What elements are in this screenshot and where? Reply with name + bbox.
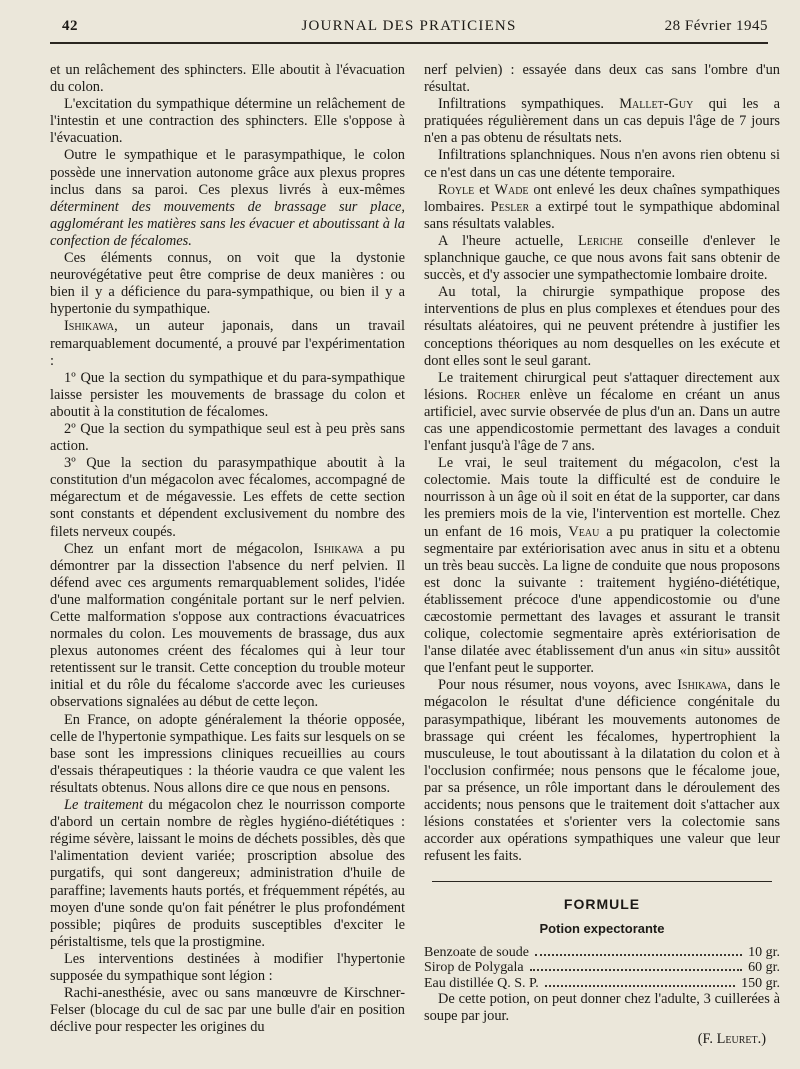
author-name: Ishikawa [64, 318, 115, 335]
dot-leader [535, 954, 742, 956]
ingredient-quantity: 10 gr. [748, 944, 780, 960]
paragraph: A l'heure actuelle, Leriche conseille d'enlever le splanchnique gauche, ce que nous avons fait sans obtenir de succès, et d'y associer une sympathectomie lombaire droite. [424, 232, 780, 284]
paragraph: Ces éléments connus, on voit que la dystonie neurovégétative peut être comprise de deux manières : ou bien il y a déficience du para-sympathique, ou bien il y a hypertonie du sympathique. [50, 250, 405, 318]
paragraph: Le vrai, le seul traitement du mégacolon, c'est la colectomie. Mais toute la difficulté est de conduire le nourrisson à un âge où il soit en état de la supporter, car dans les premiers mois de la vie, l'intervention est mortelle. Chez un enfant de 16 mois, Veau a pu pratiquer la colectomie segmentaire par extériorisation avec anus in situ et a obtenu un très beau succès. La ligne de conduite que nous proposons est donc la suivante : traitement hygiéno-diététique, établissement précoce d'une appendicostomie ou d'une cæcostomie permettant des lavages et assurant le transit colique, colectomie segmentaire après extériorisation de l'anse dilatée avec établissement d'un anus «in situ» aussitôt que l'enfant peut le supporter. [424, 455, 780, 677]
ingredient-name: Sirop de Polygala [424, 960, 524, 976]
ingredient-quantity: 150 gr. [741, 975, 780, 991]
emphasis-text: Le traitement [64, 797, 143, 814]
paragraph: Pour nous résumer, nous voyons, avec Ishikawa, dans le mégacolon le résultat d'une déficience congénitale du parasympathique, libérant les mouvements autonomes de brassage qui créent les fécalomes, hypertrophient la musculeuse, le tout aboutissant à la dilatation du colon et à l'occlusion confirmée; nous pensons que le fécalome joue, par sa présence, un rôle important dans le déroulement des accidents; nous pensons que le traitement doit s'attacher aux lésions constatées et s'orienter vers la colectomie sans accorder aux opérations sympathiques une valeur que leur refusent les faits. [424, 677, 781, 865]
ingredient-quantity: 60 gr. [748, 960, 780, 976]
paragraph: Rachi-anesthésie, avec ou sans manœuvre de Kirschner-Felser (blocage du cul de sac par une bulle d'air en position déclive pour respecter les origines du [50, 985, 405, 1036]
emphasis-text: déterminent des mouvements de brassage sur place, agglomérant les matières sans les évacuer et aboutissant à la confection de fécalomes. [50, 198, 405, 249]
paragraph: Outre le sympathique et le parasympathique, le colon possède une innervation autonome grâce aux plexus propres inclus dans sa paroi. Ces plexus livrés à eux-mêmes déterminent des mouvements de brassage sur place, agglomérant les matières sans les évacuer et aboutissant à la confection de fécalomes. [50, 147, 405, 249]
author-name: Royle [438, 181, 475, 198]
dot-leader [545, 985, 735, 987]
paragraph: Chez un enfant mort de mégacolon, Ishikawa a pu démontrer par la dissection l'absence du nerf pelvien. Il défend avec ces arguments remarquablement solides, l'idée d'une malformation congénitale portant sur le nerf pelvien. Cette malformation s'oppose aux contractions évacuatrices normales du colon. Les mouvements de brassage, dus aux plexus autonomes créent des fécalomes qui à leur tour retentissent sur le transit. Cette conception du trouble moteur initial et du rôle du fécalome s'accorde avec les curieuses observations signalées au début de cette leçon. [50, 540, 405, 711]
paragraph: Royle et Wade ont enlevé les deux chaînes sympathiques lombaires. Pesler a extirpé tout le sympathique abdominal sans résultats valables. [424, 181, 780, 232]
paragraph: En France, on adopte généralement la théorie opposée, celle de l'hypertonie sympathique. Les faits sur lesquels on se base sont les impressions cliniques recueillies au cours d'essais thérapeutiques : la théorie vaudra ce que valent les résultats obtenus. Nous allons dire ce que nous en pensons. [50, 711, 405, 796]
paragraph: nerf pelvien) : essayée dans deux cas sans l'ombre d'un résultat. [424, 62, 780, 96]
section-divider [432, 881, 772, 882]
author-name: Ishikawa [677, 677, 728, 694]
page-header [50, 16, 768, 40]
paragraph: Le traitement chirurgical peut s'attaquer directement aux lésions. Rocher enlève un fécalome en créant un anus artificiel, avec survie observée de plus d'un an. Dans un autre cas une appendicostomie permettant des lavages a conduit l'enfant jusqu'à l'âge de 7 ans. [424, 369, 780, 455]
author-name: Pesler [490, 198, 530, 215]
formula-signature: (F. Leuret.) [697, 1031, 766, 1048]
author-name: Rocher [476, 386, 521, 403]
formula-title: FORMULE [563, 896, 641, 913]
author-name: Leuret [716, 1031, 758, 1048]
dosage-note: De cette potion, on peut donner chez l'adulte, 3 cuillerées à soupe par jour. [424, 991, 780, 1025]
formula-box [424, 896, 780, 1048]
author-name: Leriche [577, 232, 623, 249]
paragraph: Infiltrations splanchniques. Nous n'en avons rien obtenu si ce n'est dans un cas une détente temporaire. [424, 147, 780, 181]
dot-leader [530, 969, 743, 971]
paragraph: Ishikawa, un auteur japonais, dans un travail remarquablement documenté, a prouvé par l'expérimentation : [50, 318, 405, 369]
ingredient-row [424, 976, 780, 992]
paragraph: Le traitement du mégacolon chez le nourrisson comporte d'abord un certain nombre de règles hygiéno-diététiques : régime sévère, laissant le moins de déchets possibles, dès que l'alimentation devient variée; proscription absolue des purgatifs, qui sont dangereux; administration d'huile de paraffine; lavements hauts portés, et fréquemment répétés, au moyen d'une sonde qu'on fait pénétrer le plus profondément possible; piqûres de produits susceptibles d'exciter le péristaltisme, tels que la prostigmine. [50, 797, 405, 950]
paragraph: Les interventions destinées à modifier l'hypertonie supposée du sympathique sont légion : [50, 950, 405, 984]
paragraph: 1º Que la section du sympathique et du para-sympathique laisse persister les mouvements de brassage du colon et aboutit à la constitution de fécalomes. [50, 369, 405, 420]
ingredient-name: Benzoate de soude [424, 944, 529, 960]
author-name: Ishikawa [313, 540, 364, 557]
paragraph: et un relâchement des sphincters. Elle aboutit à l'évacuation du colon. [50, 62, 405, 96]
ingredient-name: Eau distillée Q. S. P. [424, 975, 539, 991]
author-name: Wade [494, 181, 529, 198]
journal-title: JOURNAL DES PRATICIENS [301, 18, 517, 34]
ingredient-row [424, 960, 780, 976]
ingredient-row [424, 945, 780, 961]
paragraph: 2º Que la section du sympathique seul est à peu près sans action. [50, 420, 405, 455]
author-name: Mallet-Guy [619, 96, 694, 113]
page-number: 42 [62, 18, 78, 34]
paragraph: Au total, la chirurgie sympathique propose des interventions de plus en plus complexes et étendues pour des résultats aléatoires, qui ne peuvent prétendre à justifier les conceptions théoriques au nom desquelles on les exécute et dont elles sont le seul garant. [424, 284, 780, 369]
paragraph: Infiltrations sympathiques. Mallet-Guy qui les a pratiquées régulièrement dans un cas depuis l'âge de 7 jours n'en a pas obtenu de résultats nets. [424, 96, 780, 147]
author-name: Veau [568, 523, 600, 540]
formula-subtitle: Potion expectorante [539, 920, 665, 936]
paragraph: 3º Que la section du parasympathique aboutit à la constitution d'un mégacolon avec fécalomes, accompagné de mégarectum et de mégavessie. Les effets de cette section sont constants et dépendent exclusivement du nombre des filets nerveux coupés. [50, 455, 405, 540]
header-rule [50, 42, 768, 44]
right-column [424, 62, 780, 1048]
left-column [50, 62, 405, 1036]
paragraph: L'excitation du sympathique détermine un relâchement de l'intestin et une contraction des sphincters. Elle s'oppose à l'évacuation. [50, 96, 405, 147]
issue-date: 28 Février 1945 [664, 18, 768, 34]
